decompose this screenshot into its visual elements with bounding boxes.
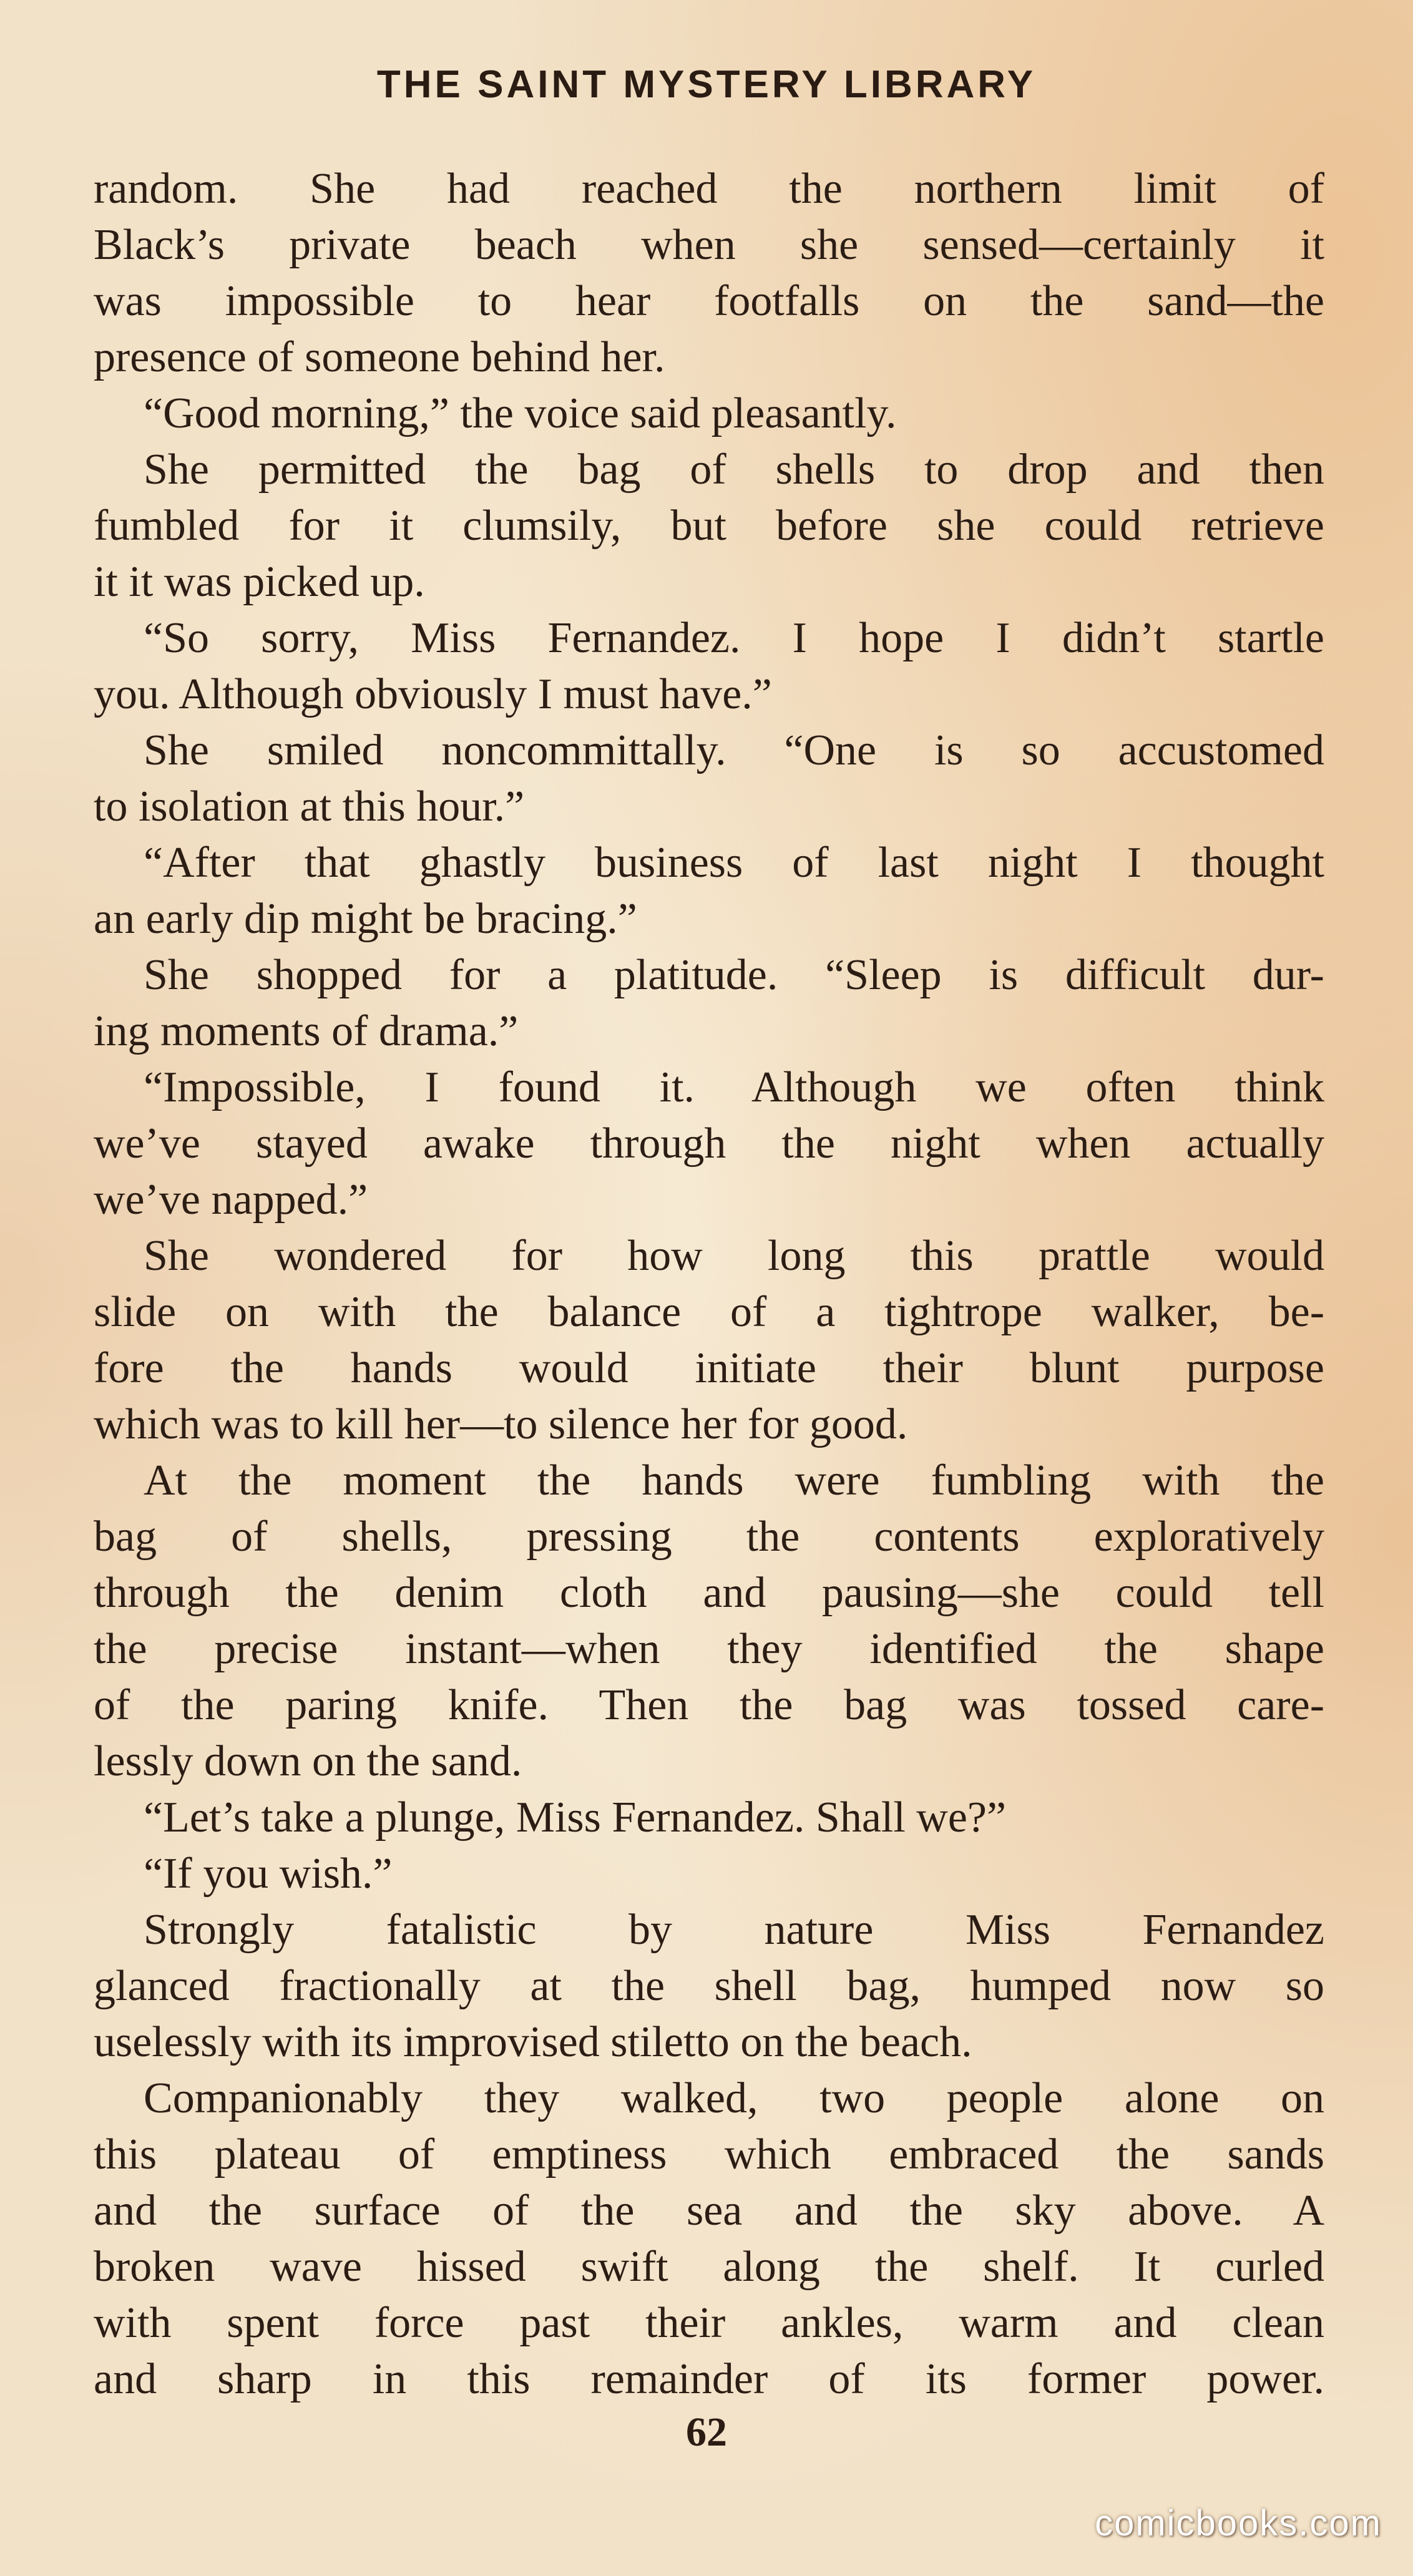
body-text — [94, 161, 1324, 2408]
text-line: bag of shells, pressing the contents exploratively — [94, 1513, 1324, 1561]
text-line: “After that ghastly business of last night I thought — [144, 839, 1324, 887]
text-line: which was to kill her—to silence her for good. — [94, 1400, 908, 1448]
text-line: Black’s private beach when she sensed—certainly it — [94, 221, 1324, 269]
text-line: ing moments of drama.” — [94, 1007, 519, 1055]
text-line: with spent force past their ankles, warm and clean — [94, 2299, 1324, 2347]
text-line: lessly down on the sand. — [94, 1737, 522, 1785]
page-number: 62 — [686, 2409, 727, 2455]
text-line: fumbled for it clumsily, but before she could retrieve — [94, 502, 1324, 550]
text-line: presence of someone behind her. — [94, 333, 665, 381]
text-line: through the denim cloth and pausing—she could tell — [94, 1569, 1324, 1617]
text-line: the precise instant—when they identified the shape — [94, 1625, 1324, 1673]
text-line: and the surface of the sea and the sky above. A — [94, 2187, 1324, 2235]
text-line: and sharp in this remainder of its former power. — [94, 2355, 1324, 2403]
text-line: slide on with the balance of a tightrope walker, be- — [94, 1288, 1324, 1336]
text-line: “Let’s take a plunge, Miss Fernandez. Shall we?” — [144, 1793, 1007, 1842]
text-line: “If you wish.” — [144, 1850, 393, 1898]
text-line: we’ve napped.” — [94, 1176, 368, 1224]
text-line: random. She had reached the northern limit of — [94, 165, 1324, 213]
text-line: this plateau of emptiness which embraced the sands — [94, 2130, 1324, 2178]
text-line: glanced fractionally at the shell bag, humped now so — [94, 1962, 1324, 2010]
text-line: to isolation at this hour.” — [94, 783, 525, 831]
watermark: comicbooks.com — [1095, 2503, 1382, 2544]
text-line: we’ve stayed awake through the night when actually — [94, 1120, 1324, 1168]
text-line: an early dip might be bracing.” — [94, 895, 637, 943]
text-line: “Good morning,” the voice said pleasantly. — [144, 389, 897, 437]
text-line: was impossible to hear footfalls on the sand—the — [94, 277, 1324, 325]
running-head: THE SAINT MYSTERY LIBRARY — [376, 63, 1037, 106]
text-line: fore the hands would initiate their blunt purpose — [94, 1344, 1324, 1392]
text-line: She smiled noncommittally. “One is so accustomed — [144, 726, 1324, 774]
text-line: Companionably they walked, two people alone on — [144, 2074, 1324, 2122]
text-line: it it was picked up. — [94, 558, 425, 606]
text-line: uselessly with its improvised stiletto on the beach. — [94, 2018, 972, 2066]
text-line: At the moment the hands were fumbling with the — [144, 1456, 1324, 1505]
text-line: She wondered for how long this prattle would — [144, 1232, 1324, 1280]
text-line: She shopped for a platitude. “Sleep is difficult dur- — [144, 951, 1324, 999]
text-line: broken wave hissed swift along the shelf. It curled — [94, 2243, 1324, 2291]
text-line: Strongly fatalistic by nature Miss Fernandez — [144, 1906, 1324, 1954]
text-line: “So sorry, Miss Fernandez. I hope I didn’t startle — [144, 614, 1324, 662]
text-line: you. Although obviously I must have.” — [94, 670, 772, 718]
text-line: “Impossible, I found it. Although we often think — [144, 1063, 1324, 1111]
text-line: She permitted the bag of shells to drop and then — [144, 446, 1324, 494]
text-line: of the paring knife. Then the bag was tossed care- — [94, 1681, 1324, 1729]
